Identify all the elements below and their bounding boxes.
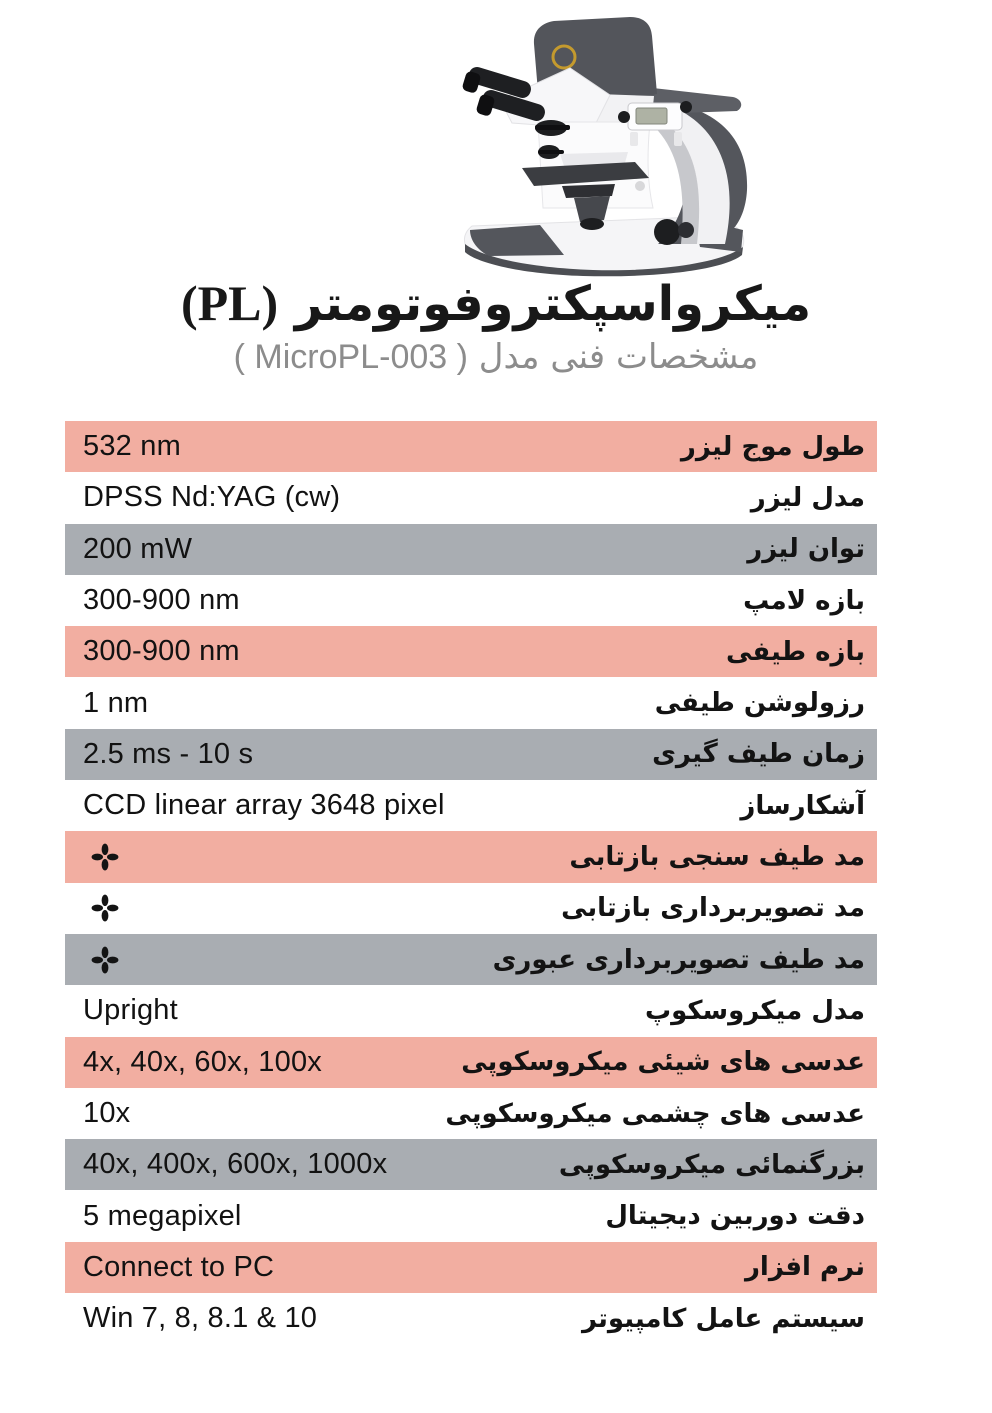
four-petal-asterisk-icon <box>91 894 119 922</box>
spec-row <box>65 575 877 626</box>
spec-value-text: 300-900 nm <box>83 635 240 668</box>
spec-row <box>65 780 877 831</box>
spec-value-text: Upright <box>83 994 178 1027</box>
spec-value-text: 532 nm <box>83 430 181 463</box>
spec-label: آشکارساز <box>740 790 865 821</box>
spec-label: عدسی های شیئی میکروسکوپی <box>461 1047 865 1078</box>
spec-value <box>65 789 445 822</box>
spec-row <box>65 472 877 523</box>
spec-row <box>65 1037 877 1088</box>
page-subtitle <box>0 337 992 377</box>
spec-row <box>65 1088 877 1139</box>
spec-label: مدل لیزر <box>750 482 865 513</box>
spec-label: عدسی های چشمی میکروسکوپی <box>445 1098 865 1129</box>
spec-label: مد تصویربرداری بازتابی <box>561 893 865 924</box>
spec-label: نرم افزار <box>744 1252 865 1283</box>
spec-value-text: DPSS Nd:YAG (cw) <box>83 481 341 514</box>
spec-label: رزولوشن طیفی <box>654 688 865 719</box>
spec-value <box>65 687 148 720</box>
spec-row <box>65 626 877 677</box>
spec-label: توان لیزر <box>747 534 865 565</box>
spec-row <box>65 831 877 882</box>
spec-value <box>65 1302 317 1335</box>
spec-value-text: 5 megapixel <box>83 1199 242 1232</box>
spec-value <box>65 1200 242 1233</box>
spec-value <box>65 946 119 974</box>
spec-label: طول موج لیزر <box>680 431 865 462</box>
spec-value <box>65 1046 322 1079</box>
spec-label: مد طیف سنجی بازتابی <box>569 842 865 873</box>
spec-row <box>65 985 877 1036</box>
four-petal-asterisk-icon <box>91 843 119 871</box>
spec-label: مد طیف تصویربرداری عبوری <box>492 944 865 975</box>
spec-row <box>65 421 877 472</box>
spec-label: بزرگنمائی میکروسکوپی <box>558 1149 865 1180</box>
spec-value-text: 10x <box>83 1097 131 1129</box>
spec-value <box>65 430 181 463</box>
spec-value <box>65 738 253 771</box>
subtitle-persian: مشخصات فنی مدل <box>478 337 759 377</box>
spec-row <box>65 677 877 728</box>
spec-value <box>65 1251 274 1284</box>
spec-value-text: Connect to PC <box>83 1250 275 1283</box>
focus-knob-right <box>654 219 680 245</box>
microscope-illustration <box>442 4 774 280</box>
microscope-photo <box>442 4 774 280</box>
spec-value-text: 4x, 40x, 60x, 100x <box>83 1045 322 1078</box>
page-title <box>0 276 992 331</box>
spec-value <box>65 533 192 566</box>
spec-label: بازه طیفی <box>725 636 865 667</box>
header <box>0 276 992 377</box>
spec-row <box>65 1190 877 1241</box>
spec-row <box>65 524 877 575</box>
spec-value-text: Win 7, 8, 8.1 & 10 <box>83 1302 318 1335</box>
spec-value <box>65 843 119 871</box>
spec-row <box>65 729 877 780</box>
spec-row <box>65 1242 877 1293</box>
spec-value <box>65 1148 387 1181</box>
subtitle-model-number: ( MicroPL-003 ) <box>233 338 468 376</box>
title-persian: میکرواسپکتروفوتومتر <box>294 276 812 332</box>
spec-label: مدل میکروسکوپ <box>644 995 865 1026</box>
spec-value-text: 300-900 nm <box>83 584 240 617</box>
spec-label: بازه لامپ <box>743 585 865 616</box>
spec-table <box>65 421 877 1344</box>
spec-value <box>65 635 240 668</box>
spec-value <box>65 584 240 617</box>
spec-value <box>65 481 340 514</box>
title-latin: (PL) <box>180 275 279 331</box>
spec-label: دقت دوربین دیجیتال <box>605 1201 865 1232</box>
spec-label: زمان طیف گیری <box>652 739 865 770</box>
spec-value <box>65 1097 130 1130</box>
spec-value-text: 40x, 400x, 600x, 1000x <box>83 1148 388 1181</box>
spec-value-text: 200 mW <box>83 532 193 565</box>
spec-row <box>65 883 877 934</box>
spec-value <box>65 894 119 922</box>
spec-value-text: 2.5 ms - 10 s <box>83 737 254 770</box>
spec-label: سیستم عامل کامپیوتر <box>581 1303 865 1334</box>
spec-row <box>65 1139 877 1190</box>
spec-row <box>65 934 877 985</box>
spec-value-text: 1 nm <box>83 686 149 719</box>
four-petal-asterisk-icon <box>91 946 119 974</box>
spec-value <box>65 994 178 1027</box>
spec-value-text: CCD linear array 3648 pixel <box>83 789 445 822</box>
spec-row <box>65 1293 877 1344</box>
